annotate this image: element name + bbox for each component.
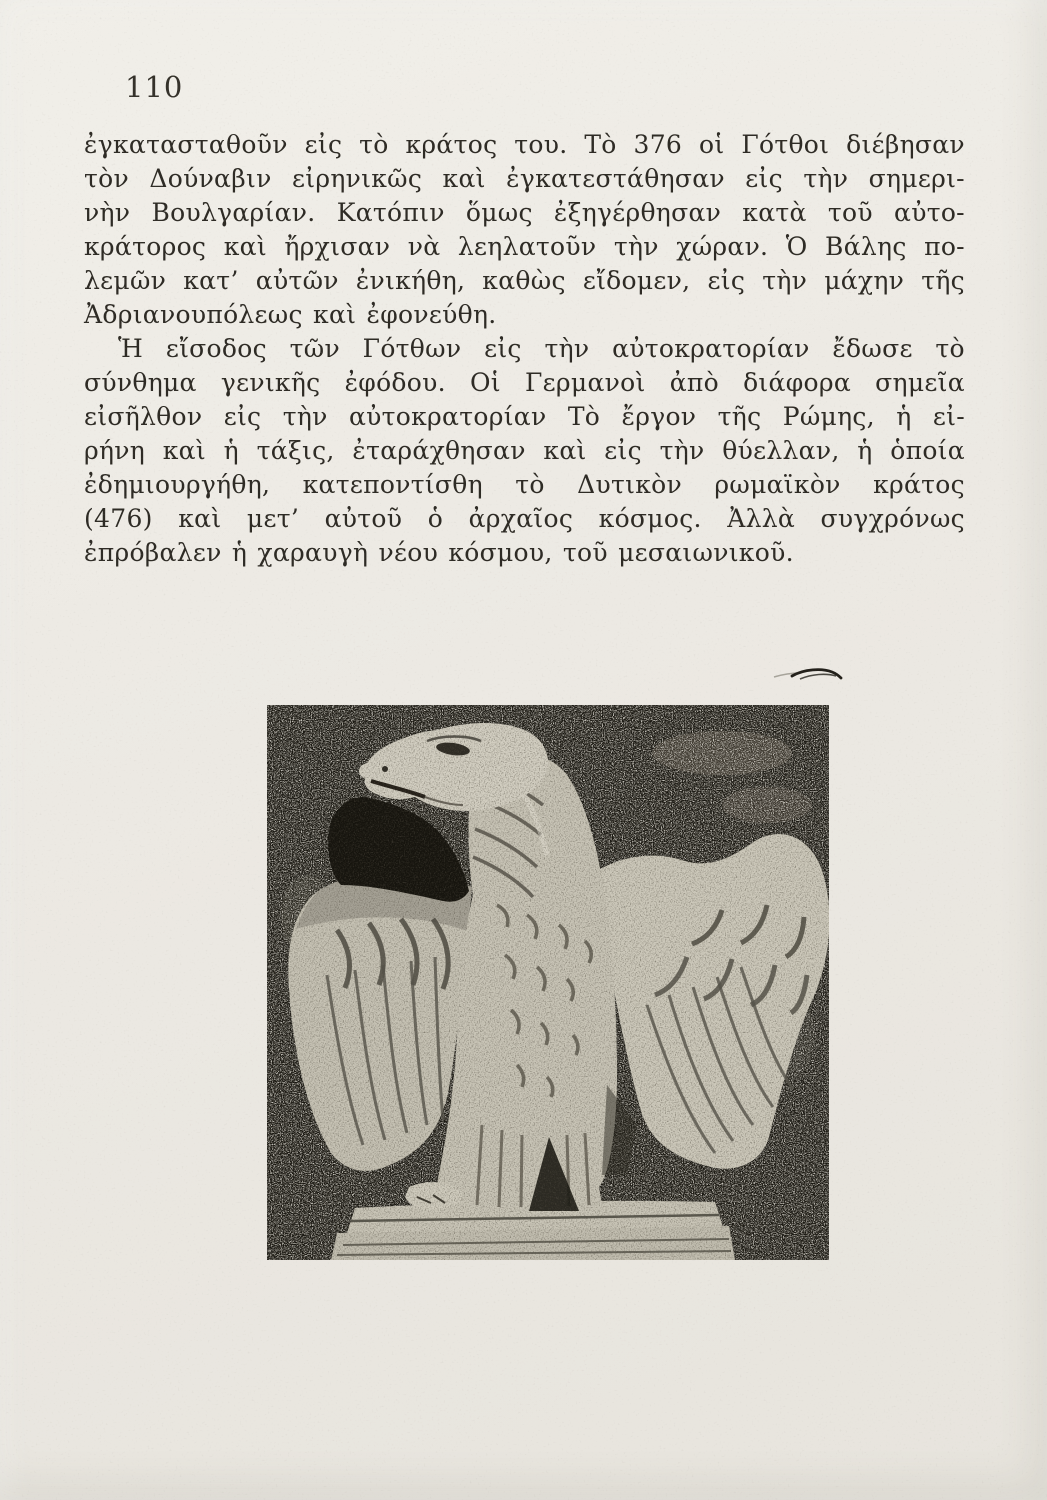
- text-line: ἐδημιουργήθη, κατεποντίσθη τὸ Δυτικὸν ρωμαϊκὸν κράτος: [84, 470, 965, 499]
- text-line: Ἡ εἴσοδος τῶν Γότθων εἰς τὴν αὐτοκρατορίαν ἔδωσε τὸ: [118, 334, 965, 363]
- text-line: (476) καὶ μετ’ αὐτοῦ ὁ ἀρχαῖος κόσμος. Ἀλλὰ συγχρόνως: [84, 504, 965, 533]
- page-number: 110: [125, 70, 184, 104]
- text-line: ἐγκατασταθοῦν εἰς τὸ κράτος του. Τὸ 376 οἱ Γότθοι διέβησαν: [84, 130, 965, 159]
- text-line: Ἀδριανουπόλεως καὶ ἐφονεύθη.: [84, 300, 497, 329]
- body-text: [84, 128, 965, 570]
- text-line: λεμῶν κατ’ αὐτῶν ἐνικήθη, καθὼς εἴδομεν, εἰς τὴν μάχην τῆς: [84, 266, 965, 295]
- text-line: σύνθημα γενικῆς ἐφόδου. Οἱ Γερμανοὶ ἀπὸ διάφορα σημεῖα: [84, 368, 965, 397]
- eagle-statue-photo: [267, 705, 829, 1260]
- text-line: κράτορος καὶ ἤρχισαν νὰ λεηλατοῦν τὴν χώραν. Ὁ Βάλης πο-: [84, 232, 965, 261]
- ink-dash-mark: [770, 660, 845, 690]
- text-line: νὴν Βουλγαρίαν. Κατόπιν ὅμως ἐξηγέρθησαν κατὰ τοῦ αὐτο-: [84, 198, 965, 227]
- text-line: τὸν Δούναβιν εἰρηνικῶς καὶ ἐγκατεστάθησαν εἰς τὴν σημερι-: [84, 164, 965, 193]
- text-line: ρήνη καὶ ἡ τάξις, ἐταράχθησαν καὶ εἰς τὴν θύελλαν, ἡ ὁποία: [84, 436, 965, 465]
- text-line: ἐπρόβαλεν ἡ χαραυγὴ νέου κόσμου, τοῦ μεσαιωνικοῦ.: [84, 538, 794, 567]
- text-line: εἰσῆλθον εἰς τὴν αὐτοκρατορίαν Τὸ ἔργον τῆς Ρώμης, ἡ εἰ-: [84, 402, 965, 431]
